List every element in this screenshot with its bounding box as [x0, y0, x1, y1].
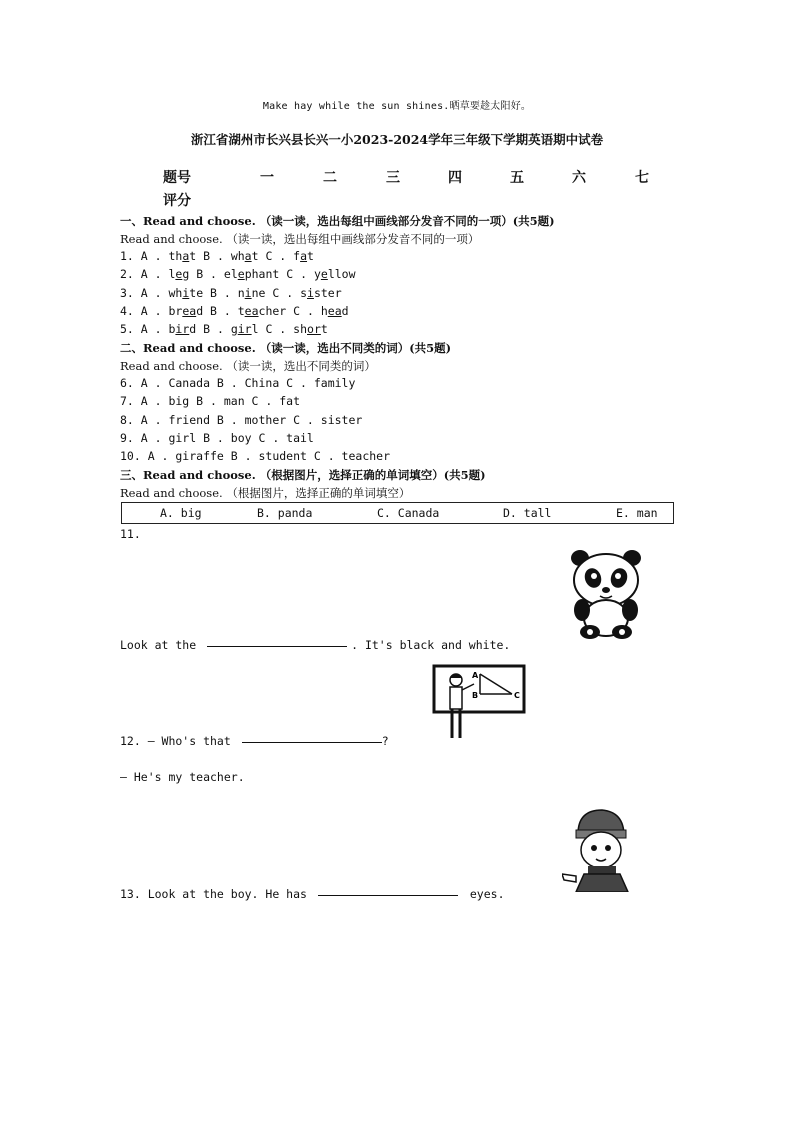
- question-13: 13. Look at the boy. He has eyes.: [120, 887, 505, 901]
- question-12: 12. — Who's that ?: [120, 734, 389, 748]
- section3-heading: 三、Read and choose. （根据图片，选择正确的单词填空）(共5题): [120, 468, 486, 482]
- word-options-box: [121, 502, 674, 524]
- answer-blank-11[interactable]: [207, 645, 347, 647]
- question-text: wh: [168, 286, 183, 300]
- score-col-7: 七: [635, 170, 649, 186]
- score-col-3: 三: [386, 170, 400, 186]
- question-12-answer: — He's my teacher.: [120, 770, 245, 784]
- question-9: 9. A . girl B . boy C . tail: [120, 431, 314, 445]
- question-text: t B .: [189, 249, 231, 263]
- underlined-letters: a: [182, 249, 190, 263]
- question-text: l C .: [251, 322, 294, 336]
- underlined-letters: ir: [237, 322, 252, 336]
- option-a: A. big: [160, 506, 202, 520]
- question-text: t: [237, 304, 245, 318]
- question-text: b: [168, 322, 176, 336]
- question-text: s: [300, 286, 308, 300]
- underlined-letters: e: [237, 267, 245, 281]
- underlined-letters: i: [307, 286, 314, 300]
- option-d: D. tall: [503, 506, 552, 520]
- boy-illustration: [562, 806, 632, 892]
- underlined-letters: ea: [327, 304, 342, 318]
- underlined-letters: i: [182, 286, 190, 300]
- option-c: C. Canada: [377, 506, 440, 520]
- score-col-1: 一: [260, 170, 274, 186]
- score-label-score: 评分: [163, 193, 191, 209]
- underlined-letters: ea: [182, 304, 197, 318]
- section2-heading: 二、Read and choose. （读一读，选出不同类的词）(共5题): [120, 341, 452, 355]
- question-text: br: [168, 304, 183, 318]
- question-text: wh: [230, 249, 245, 263]
- score-col-4: 四: [448, 170, 462, 186]
- question-text: d B .: [196, 304, 238, 318]
- question-text: h: [320, 304, 328, 318]
- question-text: ne C .: [251, 286, 301, 300]
- question-text: y: [313, 267, 321, 281]
- score-col-6: 六: [572, 170, 586, 186]
- question-5: [120, 322, 328, 336]
- question-text: t C .: [251, 249, 294, 263]
- question-text: g B .: [182, 267, 224, 281]
- teacher-blackboard-illustration: [430, 664, 526, 742]
- answer-blank-12[interactable]: [242, 741, 382, 743]
- option-b: B. panda: [257, 506, 313, 520]
- underlined-letters: ir: [175, 322, 190, 336]
- question-text: 5. A .: [120, 322, 169, 336]
- option-e: E. man: [616, 506, 658, 520]
- question-4: [120, 304, 349, 318]
- question-text: d: [341, 304, 349, 318]
- question-7: 7. A . big B . man C . fat: [120, 394, 301, 408]
- question-text: cher C .: [258, 304, 321, 318]
- underlined-letters: ea: [244, 304, 259, 318]
- question-2: [120, 267, 356, 281]
- board-label-c: C: [514, 691, 520, 700]
- question-text: 4. A .: [120, 304, 169, 318]
- exam-title: 浙江省湖州市长兴县长兴一小2023-2024学年三年级下学期英语期中试卷: [190, 132, 604, 147]
- question-11: Look at the . It's black and white.: [120, 638, 511, 652]
- question-text: th: [168, 249, 183, 263]
- question-text: phant C .: [244, 267, 314, 281]
- question-text: d B .: [189, 322, 231, 336]
- question-text: te B .: [189, 286, 238, 300]
- question-3: [120, 286, 342, 300]
- answer-blank-13[interactable]: [318, 894, 458, 896]
- question-text: llow: [327, 267, 356, 281]
- question-6: 6. A . Canada B . China C . family: [120, 376, 356, 390]
- board-label-b: B: [472, 691, 479, 700]
- section3-instruction: Read and choose. （根据图片，选择正确的单词填空）: [120, 486, 411, 500]
- question-text: 1. A .: [120, 249, 169, 263]
- board-label-a: A: [472, 671, 479, 680]
- underlined-letters: or: [307, 322, 321, 336]
- section1-instruction: Read and choose. （读一读，选出每组中画线部分发音不同的一项）: [120, 232, 480, 246]
- panda-illustration: [566, 548, 646, 640]
- question-11-number: 11.: [120, 527, 141, 541]
- underlined-letters: e: [320, 267, 328, 281]
- question-text: l: [168, 267, 176, 281]
- underlined-letters: a: [300, 249, 308, 263]
- question-1: [120, 249, 314, 263]
- underlined-letters: a: [244, 249, 252, 263]
- section2-instruction: Read and choose. （读一读，选出不同类的词）: [120, 359, 376, 373]
- question-10: 10. A . giraffe B . student C . teacher: [120, 449, 391, 463]
- score-label-question-number: 题号: [163, 170, 191, 186]
- section1-heading: 一、Read and choose. （读一读，选出每组中画线部分发音不同的一项）(共5题): [120, 214, 555, 228]
- question-text: n: [237, 286, 245, 300]
- question-text: sh: [293, 322, 308, 336]
- question-8: 8. A . friend B . mother C . sister: [120, 413, 363, 427]
- question-text: 2. A .: [120, 267, 169, 281]
- question-text: g: [230, 322, 238, 336]
- score-col-5: 五: [510, 170, 524, 186]
- question-text: t: [320, 322, 328, 336]
- question-text: f: [293, 249, 301, 263]
- score-col-2: 二: [323, 170, 337, 186]
- motto: Make hay while the sun shines.晒草要趁太阳好。: [262, 101, 532, 112]
- question-text: el: [223, 267, 238, 281]
- underlined-letters: e: [175, 267, 183, 281]
- underlined-letters: i: [244, 286, 252, 300]
- question-text: 3. A .: [120, 286, 169, 300]
- question-text: ster: [313, 286, 342, 300]
- question-text: t: [307, 249, 314, 263]
